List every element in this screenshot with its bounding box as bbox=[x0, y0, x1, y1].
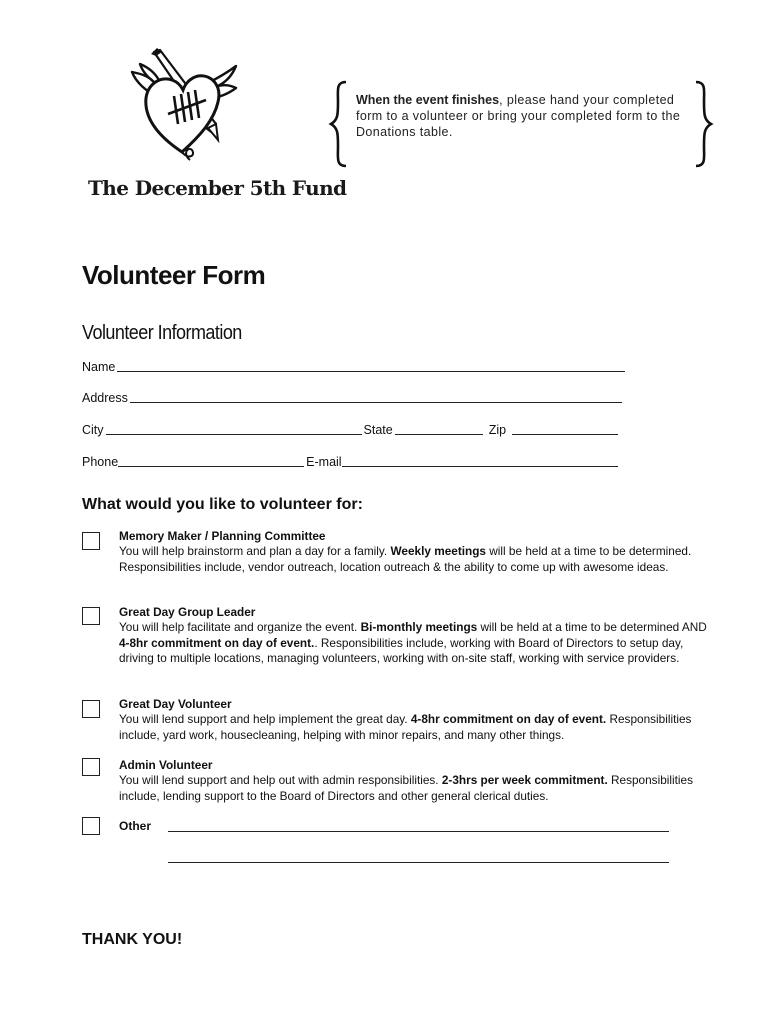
city-input-line[interactable] bbox=[106, 422, 362, 435]
option-text: . Responsibilities include, working with Board of Directors to setup day, driving to multiple locations, managing volunteers, working with on-site staff, working with service providers. bbox=[119, 635, 684, 666]
instructions-text bbox=[356, 92, 692, 140]
section-title: Volunteer Information bbox=[82, 322, 242, 344]
option-text: You will help facilitate and organize the event. bbox=[119, 620, 361, 635]
option-title: Admin Volunteer bbox=[119, 758, 213, 772]
email-label: E-mail bbox=[306, 455, 342, 469]
address-input-line[interactable] bbox=[130, 390, 622, 403]
option-text: You will lend support and help implement the great day. bbox=[119, 712, 411, 727]
city-label: City bbox=[82, 423, 104, 437]
city-state-zip-row bbox=[82, 419, 620, 437]
phone-label: Phone bbox=[82, 455, 119, 469]
option-text: Responsibilities include, yard work, housecleaning, helping with minor repairs, and many other things. bbox=[119, 712, 692, 742]
other-input-line-1[interactable] bbox=[168, 831, 669, 832]
option-bold-text: Bi-monthly meetings bbox=[360, 620, 478, 635]
phone-input-line[interactable] bbox=[118, 454, 304, 467]
other-input-line-2[interactable] bbox=[168, 862, 669, 863]
option-text: You will lend support and help out with admin responsibilities. bbox=[119, 773, 442, 788]
memory-maker-checkbox[interactable] bbox=[82, 532, 100, 550]
zip-label: Zip bbox=[488, 423, 507, 437]
option-group-leader bbox=[119, 605, 709, 667]
option-title: Memory Maker / Planning Committee bbox=[119, 529, 326, 543]
great-day-volunteer-checkbox[interactable] bbox=[82, 700, 100, 718]
option-bold-text: 4-8hr commitment on day of event. bbox=[119, 635, 315, 650]
name-input-line[interactable] bbox=[117, 359, 625, 372]
option-admin-volunteer bbox=[119, 758, 709, 804]
name-field-row bbox=[82, 356, 627, 374]
option-memory-maker bbox=[119, 529, 709, 575]
option-bold-text: Weekly meetings bbox=[390, 544, 486, 559]
other-checkbox[interactable] bbox=[82, 817, 100, 835]
other-label: Other bbox=[119, 819, 152, 833]
address-field-row bbox=[82, 387, 624, 405]
phone-email-row bbox=[82, 451, 620, 469]
name-label: Name bbox=[82, 360, 116, 374]
state-input-line[interactable] bbox=[395, 422, 483, 435]
group-leader-checkbox[interactable] bbox=[82, 607, 100, 625]
form-title: Volunteer Form bbox=[82, 260, 266, 290]
address-label: Address bbox=[82, 391, 128, 405]
thank-you-text: THANK YOU! bbox=[82, 931, 183, 948]
state-label: State bbox=[363, 423, 393, 437]
email-input-line[interactable] bbox=[342, 454, 618, 467]
option-text: will be held at a time to be determined. Responsibilities include, vendor outreach, location outreach & the ability to come up with awesome ideas. bbox=[119, 544, 692, 574]
heart-logo-icon bbox=[118, 44, 248, 164]
option-great-day-volunteer bbox=[119, 697, 709, 743]
option-text: You will help brainstorm and plan a day for a family. bbox=[119, 544, 391, 559]
option-text: Responsibilities include, lending support to the Board of Directors and other general clerical duties. bbox=[119, 773, 693, 803]
volunteer-question: What would you like to volunteer for: bbox=[82, 496, 363, 513]
option-title: Great Day Group Leader bbox=[119, 605, 256, 619]
organization-name: The December 5th Fund bbox=[88, 176, 347, 200]
admin-volunteer-checkbox[interactable] bbox=[82, 758, 100, 776]
option-text: will be held at a time to be determined AND bbox=[477, 620, 707, 635]
instructions-rest: , please hand your completed form to a volunteer or bring your completed form to the Donations table. bbox=[356, 93, 681, 139]
option-title: Great Day Volunteer bbox=[119, 697, 232, 711]
instructions-bold: When the event finishes bbox=[356, 93, 500, 107]
option-bold-text: 4-8hr commitment on day of event. bbox=[410, 712, 607, 727]
option-bold-text: 2-3hrs per week commitment. bbox=[441, 773, 608, 788]
zip-input-line[interactable] bbox=[512, 422, 618, 435]
right-brace-icon bbox=[692, 80, 714, 168]
left-brace-icon bbox=[328, 80, 350, 168]
